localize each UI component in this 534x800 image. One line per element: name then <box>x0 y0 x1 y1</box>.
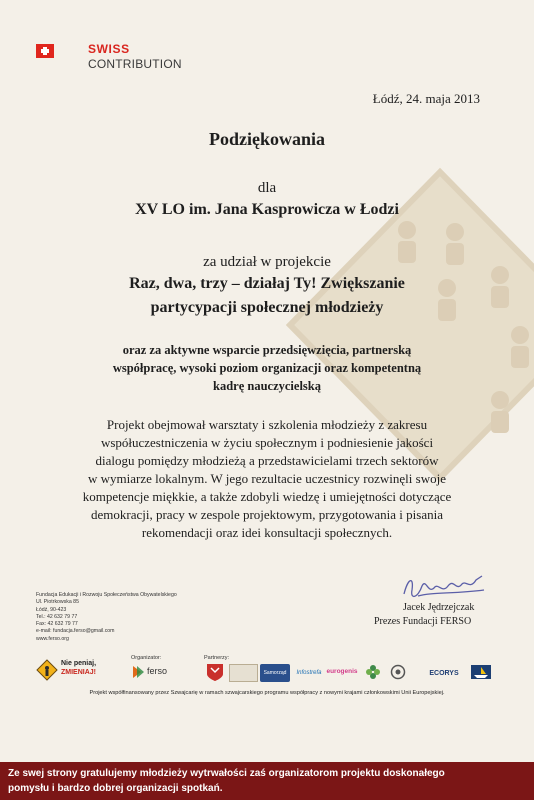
swiss-flag-icon <box>36 44 54 58</box>
slogan-sign-icon <box>36 659 58 681</box>
coat-of-arms-icon <box>205 662 225 682</box>
address-line: Ul. Piotrkowska 85 <box>36 599 79 606</box>
partner-ecorys-logo: ECORYS <box>429 669 459 677</box>
body-line: współuczestniczenia w życiu społecznym i podniesienie jakości <box>100 435 434 450</box>
body-line: Projekt obejmował warsztaty i szkolenia młodzieży z zakresu <box>106 417 428 432</box>
organizer-label: Organizator: <box>131 655 162 661</box>
partner-flower-icon <box>364 663 382 681</box>
partner-eurogenis-logo: eurogenis <box>326 667 358 675</box>
thanks-line: współpracę, wysoki poziom organizacji oraz kompetentną <box>112 361 422 375</box>
cofinancing-note: Projekt współfinansowany przez Szwajcarię w ramach szwajcarskiego programu współpracy z nowymi krajami członkowskimi Unii Europejskiej. <box>89 690 445 696</box>
address-line: e-mail: fundacja.ferso@gmail.com <box>36 628 115 635</box>
address-line: Tel.: 42 632 79 77 <box>36 613 78 620</box>
ferso-mark-icon <box>131 664 145 680</box>
thanks-paragraph <box>0 341 534 395</box>
body-line: dialogu pomiędzy młodzieżą a przedstawicielami trzech sektorów <box>95 453 439 468</box>
body-line: rekomendacji oraz idei konsultacji społecznych. <box>141 525 393 540</box>
letter-date: Łódź, 24. maja 2013 <box>372 91 480 106</box>
project-name-line-1: Raz, dwa, trzy – działaj Ty! Zwiększanie <box>129 275 405 292</box>
address-line: Fundacja Edukacji i Rozwoju Społeczeństwa Obywatelskiego <box>36 592 177 598</box>
participation-text: za udział w projekcie <box>203 254 331 270</box>
signatory-name: Jacek Jędrzejczak <box>403 602 475 613</box>
slogan-logo <box>36 657 106 683</box>
signatory-role: Prezes Fundacji FERSO <box>374 616 472 627</box>
body-line: demokracji, pracy w zespole projektowym, przygotowania i pisania <box>91 507 443 522</box>
project-name-line-2: partycypacji społecznej młodzieży <box>150 299 384 316</box>
letter-title: Podziękowania <box>208 129 325 149</box>
partners-label: Partnerzy: <box>204 655 230 661</box>
address-line: Łódź, 90-423 <box>36 606 67 613</box>
body-line: kompetencje miękkie, a także zdobyli wiedzę i umiejętności dotyczące <box>82 489 452 504</box>
logo-line-1: SWISS <box>88 42 130 56</box>
body-line: w wymiarze lokalnym. W jego rezultacie uczestnicy rozwinęli swoje <box>88 471 446 486</box>
slogan-line-2: ZMIENIAJ! <box>61 669 96 676</box>
caption-banner <box>0 762 534 800</box>
caption-line-2: pomysłu i bardzo dobrej organizacji spotkań. <box>8 783 223 794</box>
for-label: dla <box>257 180 277 196</box>
thanks-line: oraz za aktywne wsparcie przedsięwzięcia, partnerską <box>122 343 412 357</box>
partner-circle-logo-icon <box>390 664 406 680</box>
caption-line-1: Ze swej strony gratulujemy młodzieży wytrwałości zaś organizatorom projektu doskonałego <box>8 768 445 779</box>
logo-line-2: CONTRIBUTION <box>88 57 182 71</box>
partner-city-logo <box>229 664 258 682</box>
handwritten-signature <box>398 572 488 606</box>
partner-boat-logo-icon <box>470 664 492 680</box>
address-line: www.ferso.org <box>36 635 69 642</box>
partner-infostrefa-logo: Infostrefa <box>296 670 322 676</box>
partner-samorzad-logo: Samorząd <box>260 664 290 682</box>
thanks-line: kadrę nauczycielską <box>213 379 321 393</box>
ferso-logo-text: ferso <box>147 666 168 676</box>
address-line: Fax: 42 632 79 77 <box>36 621 78 628</box>
partner-coat-of-arms <box>205 662 227 682</box>
foundation-address <box>36 592 177 643</box>
project-description <box>0 416 534 542</box>
recipient-name: XV LO im. Jana Kasprowicza w Łodzi <box>135 201 399 218</box>
ferso-logo <box>131 663 181 681</box>
slogan-line-1: Nie peniaj, <box>61 660 97 667</box>
